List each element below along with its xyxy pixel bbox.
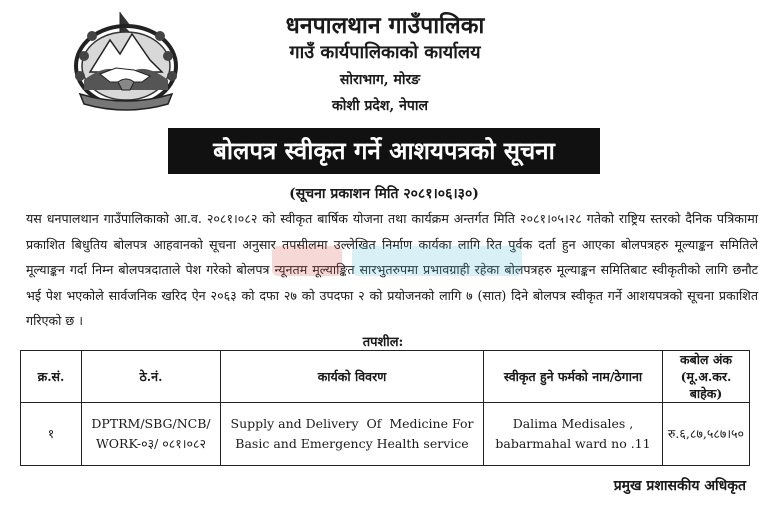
details-label: तपशील:	[362, 335, 404, 350]
cell-contract-no	[82, 403, 221, 466]
cell-sn: १	[21, 403, 82, 466]
office-location: सोराभाग, मोरङ	[339, 72, 421, 88]
contract-line-2: WORK-०३/ ०८१।०८२	[95, 436, 207, 451]
desc-line-2: Basic and Emergency Health service	[235, 436, 469, 451]
col-amount-label: कबोल अंक	[680, 352, 732, 367]
office-name: धनपालथान गाउँपालिका	[285, 12, 485, 39]
nepal-emblem-icon	[70, 10, 182, 114]
office-subtitle: गाउँ कार्यपालिकाको कार्यालय	[289, 42, 481, 63]
cell-firm	[484, 403, 663, 466]
cell-description	[221, 403, 484, 466]
col-contract-no: ठे.नं.	[82, 351, 221, 403]
notice-title: बोलपत्र स्वीकृत गर्ने आशयपत्रको सूचना	[168, 128, 600, 174]
col-firm: स्वीकृत हुने फर्मको नाम/ठेगाना	[484, 351, 663, 403]
cell-amount: रु.६,८७,५८७।५०	[663, 403, 750, 466]
notice-body: यस धनपालथान गाउँपालिकाको आ.व. २०८१।०८२ को स्वीकृत बार्षिक योजना तथा कार्यक्रम अन्तर्गत मिति २०८१।०५।२८ गतेको राष्ट्रिय स्तरको दैनिक पत्रिकामा प्रकाशित बिधुतिय बोलपत्र आहवानको सूचना अनुसार तपसीलमा उल्लेखित निर्माण कार्यका लागि रित पुर्वक दर्ता हुन आएका बोलपत्रहरु मूल्याङ्कन समितिले मूल्याङ्कन गर्दा निम्न बोलपत्रदाताले पेश गरेको बोलपत्र न्यूनतम मूल्याङ्कित सारभुतरुपमा प्रभावग्राही रहेका बोलपत्रहरु मूल्याङ्कन समितिबाट स्वीकृतीको लागि छनौट भई पेश भएकोले सार्वजनिक खरिद ऐन २०६३ को दफा २७ को उपदफा २ को प्रयोजनको लागि ७ (सात) दिने बोलपत्र स्वीकृत गर्ने आशयपत्रको सूचना प्रकाशित गरिएको छ ।	[26, 211, 758, 328]
col-amount	[663, 351, 750, 403]
contract-line-1: DPTRM/SBG/NCB/	[91, 416, 211, 431]
col-description: कार्यको विवरण	[221, 351, 484, 403]
desc-line-1: Supply and Delivery Of Medicine For	[230, 416, 474, 431]
publish-date: (सूचना प्रकाशन मिति २०८१।०६।३०)	[289, 186, 479, 202]
firm-line-1: Dalima Medisales ,	[512, 416, 634, 431]
office-province: कोशी प्रदेश, नेपाल	[332, 98, 428, 114]
col-sn: क्र.सं.	[21, 351, 82, 403]
col-amount-note: (मू.अ.कर. बाहेक)	[680, 369, 732, 401]
table-row	[21, 403, 750, 466]
tender-table	[20, 350, 750, 466]
signature: प्रमुख प्रशासकीय अधिकृत	[613, 478, 746, 494]
firm-line-2: babarmahal ward no .11	[495, 436, 651, 451]
